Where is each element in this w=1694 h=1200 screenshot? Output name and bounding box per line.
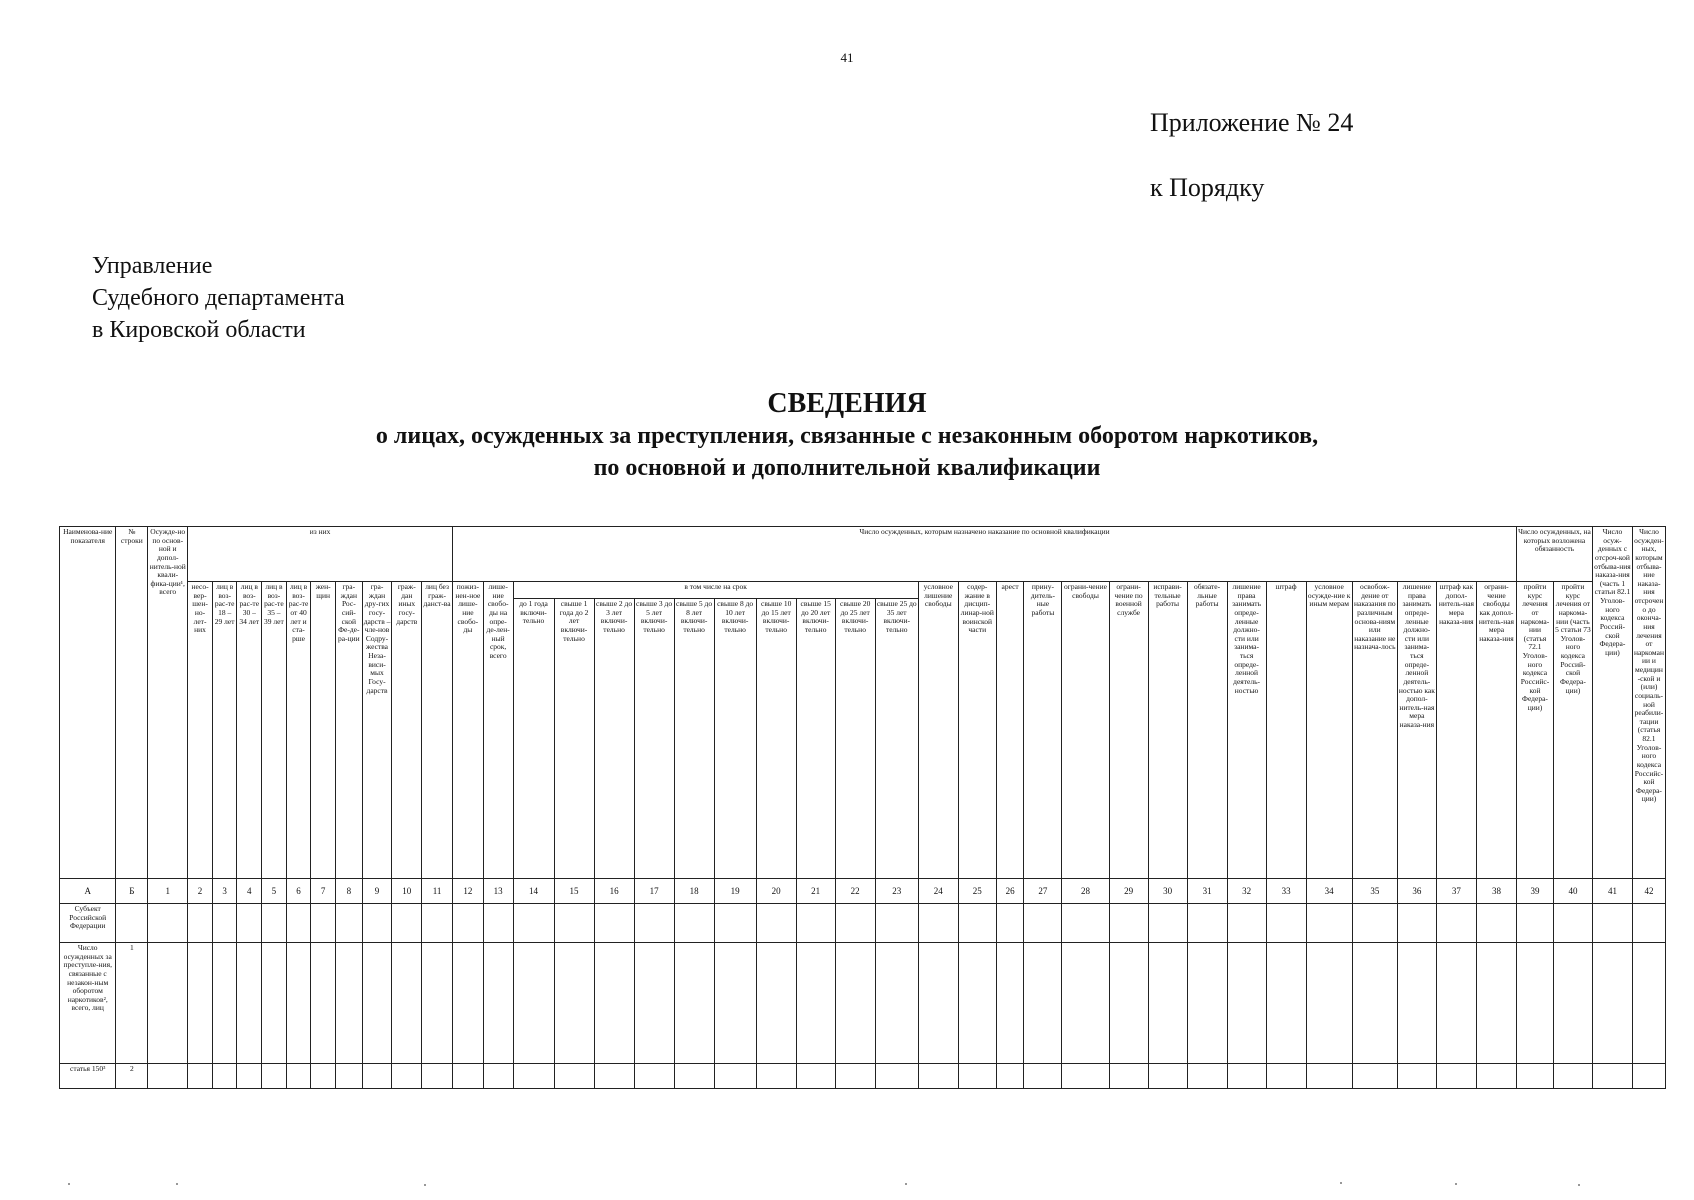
data-cell[interactable] <box>714 904 756 943</box>
data-cell[interactable] <box>1476 904 1516 943</box>
data-cell[interactable] <box>1436 943 1476 1064</box>
header-col-32: лишение права занимать опреде-ленные должно-сти или занима-ться опреде-ленной деятель-ностью <box>1227 582 1266 879</box>
data-cell[interactable] <box>311 904 336 943</box>
column-number-cell: 17 <box>634 879 674 904</box>
header-main-punishment: Число осужденных, которым назначено наказание по основной квалификации <box>452 527 1516 582</box>
data-cell[interactable] <box>286 1064 311 1089</box>
data-cell[interactable] <box>513 943 554 1064</box>
column-number-cell: 30 <box>1148 879 1187 904</box>
data-cell[interactable] <box>958 1064 996 1089</box>
column-number-cell: 27 <box>1024 879 1062 904</box>
data-cell[interactable] <box>1352 1064 1397 1089</box>
scan-speck <box>1340 1182 1342 1184</box>
scan-speck <box>905 1183 907 1185</box>
data-cell[interactable] <box>1024 943 1062 1064</box>
data-cell[interactable] <box>286 943 311 1064</box>
data-cell[interactable] <box>148 943 188 1064</box>
header-name: Наименова-ние показателя <box>60 527 116 879</box>
column-number-cell: 28 <box>1062 879 1109 904</box>
organization-line: Судебного департамента <box>92 285 345 311</box>
header-col-24: условное лишение свободы <box>918 582 958 879</box>
report-table <box>59 526 1666 1089</box>
data-cell[interactable] <box>1436 904 1476 943</box>
data-cell[interactable] <box>1109 904 1148 943</box>
data-cell[interactable] <box>1553 943 1592 1064</box>
data-cell[interactable] <box>796 943 835 1064</box>
data-cell[interactable] <box>286 904 311 943</box>
header-col-28: ограни-чение свободы <box>1062 582 1109 879</box>
data-cell[interactable] <box>875 943 918 1064</box>
table-row <box>60 943 1666 1064</box>
column-number-cell: 16 <box>594 879 634 904</box>
column-number-cell: 31 <box>1187 879 1227 904</box>
scan-speck <box>1578 1184 1580 1186</box>
data-cell[interactable] <box>262 904 287 943</box>
data-cell[interactable] <box>958 943 996 1064</box>
data-cell[interactable] <box>1352 904 1397 943</box>
data-cell[interactable] <box>796 1064 835 1089</box>
document-title: СВЕДЕНИЯ <box>767 388 927 419</box>
header-col-3: лиц в воз-рас-те 18 – 29 лет <box>212 582 237 879</box>
column-number-cell: 34 <box>1306 879 1352 904</box>
header-col-42: Число осужден-ных, которым отбыва-ние наказа-ния отсрочено до оконча-ния лечения от наркомании и медицин-ской и (или) социаль-ной реабили-тации (статья 82.1 Уголов-ного кодекса Российс-кой Федера-ции) <box>1632 527 1665 879</box>
column-number-cell: 36 <box>1397 879 1436 904</box>
header-treatment-obligation: Число осужденных, на которых возложена обязанность <box>1517 527 1593 582</box>
header-col-41: Число осуж-денных с отсроч-кой отбыва-ния наказа-ния (часть 1 статьи 82.1 Уголов-ного кодекса Россий-ской Федера-ции) <box>1592 527 1632 879</box>
column-number-cell: 5 <box>262 879 287 904</box>
data-cell[interactable] <box>212 943 237 1064</box>
scan-speck <box>424 1184 426 1186</box>
header-col-29: ограни-чение по военной службе <box>1109 582 1148 879</box>
data-cell[interactable] <box>1062 1064 1109 1089</box>
header-col-37: штраф как допол-нитель-ная мера наказа-ния <box>1436 582 1476 879</box>
document-subtitle-line1: о лицах, осужденных за преступления, связанные с незаконным оборотом наркотиков, <box>375 423 1319 449</box>
data-cell[interactable] <box>1476 943 1516 1064</box>
data-cell[interactable] <box>1148 943 1187 1064</box>
data-cell[interactable] <box>335 904 362 943</box>
data-cell[interactable] <box>422 1064 453 1089</box>
data-cell[interactable] <box>452 1064 483 1089</box>
data-cell[interactable] <box>483 943 513 1064</box>
header-col-25: содер-жание в дисцип-линар-ной воинской части <box>958 582 996 879</box>
column-number-cell: 14 <box>513 879 554 904</box>
header-col-7: жен-щин <box>311 582 336 879</box>
column-number-cell: 19 <box>714 879 756 904</box>
header-col-9: гра-ждан дру-гих госу-дарств – чле-нов Содру-жества Неза-виси-мых Госу-дарств <box>362 582 392 879</box>
column-number-cell: 13 <box>483 879 513 904</box>
data-cell[interactable] <box>237 1064 262 1089</box>
header-col-20: свыше 10 до 15 лет включи-тельно <box>756 599 796 879</box>
header-col-21: свыше 15 до 20 лет включи-тельно <box>796 599 835 879</box>
page-number: 41 <box>840 50 854 65</box>
data-cell[interactable] <box>422 904 453 943</box>
header-col-5: лиц в воз-рас-те 35 – 39 лет <box>262 582 287 879</box>
column-number-cell: 21 <box>796 879 835 904</box>
header-col-2: несо-вер-шен-но-лет-них <box>188 582 213 879</box>
data-cell[interactable] <box>1553 1064 1592 1089</box>
header-col-1: Осужде-но по основ-ной и допол-нитель-ной квали-фика-ции¹, всего <box>148 527 188 879</box>
data-cell[interactable] <box>835 943 875 1064</box>
column-number-cell: 24 <box>918 879 958 904</box>
column-number-cell: 2 <box>188 879 213 904</box>
header-col-31: обязате-льные работы <box>1187 582 1227 879</box>
column-number-cell: 7 <box>311 879 336 904</box>
column-number-cell: 8 <box>335 879 362 904</box>
data-cell[interactable] <box>996 1064 1024 1089</box>
header-row-number: № строки <box>116 527 148 879</box>
header-col-15: свыше 1 года до 2 лет включи-тельно <box>554 599 594 879</box>
column-number-cell: 35 <box>1352 879 1397 904</box>
header-col-33: штраф <box>1266 582 1306 879</box>
data-cell[interactable] <box>756 1064 796 1089</box>
data-cell[interactable] <box>392 943 422 1064</box>
column-number-cell: 25 <box>958 879 996 904</box>
column-number-cell: 29 <box>1109 879 1148 904</box>
column-number-cell: 10 <box>392 879 422 904</box>
data-cell[interactable] <box>835 1064 875 1089</box>
appendix-title: Приложение № 24 <box>1150 108 1354 137</box>
column-number-cell: 3 <box>212 879 237 904</box>
data-cell[interactable] <box>996 943 1024 1064</box>
column-number-cell: 40 <box>1553 879 1592 904</box>
column-number-cell: 41 <box>1592 879 1632 904</box>
data-cell[interactable] <box>1109 1064 1148 1089</box>
header-col-23: свыше 25 до 35 лет включи-тельно <box>875 599 918 879</box>
header-col-22: свыше 20 до 25 лет включи-тельно <box>835 599 875 879</box>
header-col-36: лишение права занимать опреде-ленные должно-сти или занима-ться опреде-ленной деятель-ностью как допол-нитель-ная мера наказа-ния <box>1397 582 1436 879</box>
header-col-19: свыше 8 до 10 лет включи-тельно <box>714 599 756 879</box>
column-number-cell: Б <box>116 879 148 904</box>
data-cell[interactable] <box>212 1064 237 1089</box>
data-cell[interactable] <box>594 1064 634 1089</box>
data-cell[interactable] <box>262 1064 287 1089</box>
row-number: 2 <box>116 1064 148 1089</box>
data-cell[interactable] <box>1632 1064 1665 1089</box>
table-row <box>60 1064 1666 1089</box>
data-cell[interactable] <box>1306 1064 1352 1089</box>
data-cell[interactable] <box>714 1064 756 1089</box>
data-cell[interactable] <box>311 943 336 1064</box>
data-cell[interactable] <box>634 904 674 943</box>
scan-speck <box>1455 1183 1457 1185</box>
data-cell[interactable] <box>918 943 958 1064</box>
data-cell[interactable] <box>148 1064 188 1089</box>
header-col-6: лиц в воз-рас-те от 40 лет и ста-рше <box>286 582 311 879</box>
header-col-18: свыше 5 до 8 лет включи-тельно <box>674 599 714 879</box>
scan-speck <box>176 1183 178 1185</box>
data-cell[interactable] <box>237 943 262 1064</box>
header-col-13: лише-ние свобо-ды на опре-де-лен-ный срок, всего <box>483 582 513 879</box>
header-col-38: ограни-чение свободы как допол-нитель-ная мера наказа-ния <box>1476 582 1516 879</box>
header-including-term: в том числе на срок <box>513 582 918 599</box>
data-cell[interactable] <box>362 904 392 943</box>
data-cell[interactable] <box>483 904 513 943</box>
data-cell[interactable] <box>335 943 362 1064</box>
data-cell[interactable] <box>958 904 996 943</box>
column-number-cell: 11 <box>422 879 453 904</box>
data-cell[interactable] <box>335 1064 362 1089</box>
data-cell[interactable] <box>634 943 674 1064</box>
data-cell[interactable] <box>1062 943 1109 1064</box>
data-cell[interactable] <box>554 943 594 1064</box>
column-number-row <box>60 879 1666 904</box>
header-col-8: гра-ждан Рос-сий-ской Фе-де-ра-ции <box>335 582 362 879</box>
data-cell[interactable] <box>1397 904 1436 943</box>
header-col-4: лиц в воз-рас-те 30 – 34 лет <box>237 582 262 879</box>
data-cell[interactable] <box>1436 1064 1476 1089</box>
data-cell[interactable] <box>422 943 453 1064</box>
data-cell[interactable] <box>452 943 483 1064</box>
data-cell[interactable] <box>835 904 875 943</box>
column-number-cell: 39 <box>1517 879 1554 904</box>
data-cell[interactable] <box>594 904 634 943</box>
column-number-cell: 23 <box>875 879 918 904</box>
data-cell[interactable] <box>1397 943 1436 1064</box>
row-number: 1 <box>116 943 148 1064</box>
data-cell[interactable] <box>1553 904 1592 943</box>
header-col-34: условное осужде-ние к иным мерам <box>1306 582 1352 879</box>
data-cell[interactable] <box>714 943 756 1064</box>
data-cell[interactable] <box>513 1064 554 1089</box>
data-cell[interactable] <box>1397 1064 1436 1089</box>
scan-speck <box>68 1183 70 1185</box>
data-cell[interactable] <box>1187 1064 1227 1089</box>
column-number-cell: 33 <box>1266 879 1306 904</box>
data-cell[interactable] <box>1517 904 1554 943</box>
data-cell[interactable] <box>362 1064 392 1089</box>
data-cell[interactable] <box>483 1064 513 1089</box>
data-cell[interactable] <box>1592 943 1632 1064</box>
data-cell[interactable] <box>875 1064 918 1089</box>
appendix-subtitle: к Порядку <box>1150 173 1265 202</box>
column-number-cell: 37 <box>1436 879 1476 904</box>
row-label: Субъект Российской Федерации <box>60 904 116 943</box>
header-col-40: пройти курс лечения от наркома-нии (часть 5 статьи 73 Уголов-ного кодекса Россий-ской Федера-ции) <box>1553 582 1592 879</box>
column-number-cell: 22 <box>835 879 875 904</box>
data-cell[interactable] <box>1476 1064 1516 1089</box>
organization-line: Управление <box>92 253 213 279</box>
data-cell[interactable] <box>1187 943 1227 1064</box>
column-number-cell: 4 <box>237 879 262 904</box>
data-cell[interactable] <box>756 904 796 943</box>
column-number-cell: 20 <box>756 879 796 904</box>
data-cell[interactable] <box>1306 904 1352 943</box>
header-col-17: свыше 3 до 5 лет включи-тельно <box>634 599 674 879</box>
data-cell[interactable] <box>756 943 796 1064</box>
column-number-cell: 18 <box>674 879 714 904</box>
data-cell[interactable] <box>262 943 287 1064</box>
data-cell[interactable] <box>918 1064 958 1089</box>
column-number-cell: 12 <box>452 879 483 904</box>
data-cell[interactable] <box>1266 904 1306 943</box>
table-row <box>60 904 1666 943</box>
column-number-cell: 1 <box>148 879 188 904</box>
data-cell[interactable] <box>1227 943 1266 1064</box>
data-cell[interactable] <box>392 1064 422 1089</box>
data-cell[interactable] <box>1187 904 1227 943</box>
data-cell[interactable] <box>674 904 714 943</box>
column-number-cell: 15 <box>554 879 594 904</box>
column-number-cell: 26 <box>996 879 1024 904</box>
data-cell[interactable] <box>918 904 958 943</box>
data-cell[interactable] <box>1517 1064 1554 1089</box>
data-cell[interactable] <box>1592 904 1632 943</box>
header-col-35: освобож-дение от наказания по различным основа-ниям или наказание не назнача-лось <box>1352 582 1397 879</box>
data-cell[interactable] <box>392 904 422 943</box>
data-cell[interactable] <box>1632 904 1665 943</box>
column-number-cell: 9 <box>362 879 392 904</box>
data-cell[interactable] <box>188 904 213 943</box>
data-cell[interactable] <box>362 943 392 1064</box>
data-cell[interactable] <box>1266 943 1306 1064</box>
data-cell[interactable] <box>148 904 188 943</box>
data-cell[interactable] <box>554 904 594 943</box>
row-label: статья 150³ <box>60 1064 116 1089</box>
data-cell[interactable] <box>188 943 213 1064</box>
data-cell[interactable] <box>1592 1064 1632 1089</box>
header-col-27: прину-дитель-ные работы <box>1024 582 1062 879</box>
data-cell[interactable] <box>237 904 262 943</box>
data-cell[interactable] <box>513 904 554 943</box>
column-number-cell: 38 <box>1476 879 1516 904</box>
data-cell[interactable] <box>1109 943 1148 1064</box>
column-number-cell: 42 <box>1632 879 1665 904</box>
header-col-12: пожиз-нен-ное лише-ние свобо-ды <box>452 582 483 879</box>
data-cell[interactable] <box>996 904 1024 943</box>
document-subtitle-line2: по основной и дополнительной квалификации <box>593 455 1101 481</box>
row-number <box>116 904 148 943</box>
header-col-10: граж-дан иных госу-дарств <box>392 582 422 879</box>
data-cell[interactable] <box>674 943 714 1064</box>
header-col-11: лиц без граж-данст-ва <box>422 582 453 879</box>
column-number-cell: 32 <box>1227 879 1266 904</box>
header-of-them: из них <box>188 527 453 582</box>
data-cell[interactable] <box>634 1064 674 1089</box>
data-cell[interactable] <box>674 1064 714 1089</box>
column-number-cell: 6 <box>286 879 311 904</box>
data-cell[interactable] <box>594 943 634 1064</box>
data-cell[interactable] <box>188 1064 213 1089</box>
organization-block <box>92 250 345 346</box>
data-cell[interactable] <box>1148 904 1187 943</box>
header-col-30: исправи-тельные работы <box>1148 582 1187 879</box>
header-col-26: арест <box>996 582 1024 879</box>
organization-line: в Кировской области <box>92 317 306 343</box>
data-cell[interactable] <box>1266 1064 1306 1089</box>
header-col-39: пройти курс лечения от наркома-нии (статья 72.1 Уголов-ного кодекса Российс-кой Федера-ции) <box>1517 582 1554 879</box>
data-cell[interactable] <box>1024 904 1062 943</box>
data-cell[interactable] <box>796 904 835 943</box>
data-cell[interactable] <box>875 904 918 943</box>
data-cell[interactable] <box>1227 904 1266 943</box>
data-cell[interactable] <box>1632 943 1665 1064</box>
data-cell[interactable] <box>1062 904 1109 943</box>
header-col-16: свыше 2 до 3 лет включи-тельно <box>594 599 634 879</box>
data-cell[interactable] <box>1517 943 1554 1064</box>
data-cell[interactable] <box>554 1064 594 1089</box>
data-cell[interactable] <box>1306 943 1352 1064</box>
data-cell[interactable] <box>1227 1064 1266 1089</box>
data-cell[interactable] <box>1024 1064 1062 1089</box>
column-number-cell: А <box>60 879 116 904</box>
data-cell[interactable] <box>311 1064 336 1089</box>
data-cell[interactable] <box>1352 943 1397 1064</box>
data-cell[interactable] <box>452 904 483 943</box>
header-col-14: до 1 года включи-тельно <box>513 599 554 879</box>
data-cell[interactable] <box>212 904 237 943</box>
data-cell[interactable] <box>1148 1064 1187 1089</box>
row-label: Число осужденных за преступле-ния, связанные с незакон-ным оборотом наркотиков², всего, лиц <box>60 943 116 1064</box>
